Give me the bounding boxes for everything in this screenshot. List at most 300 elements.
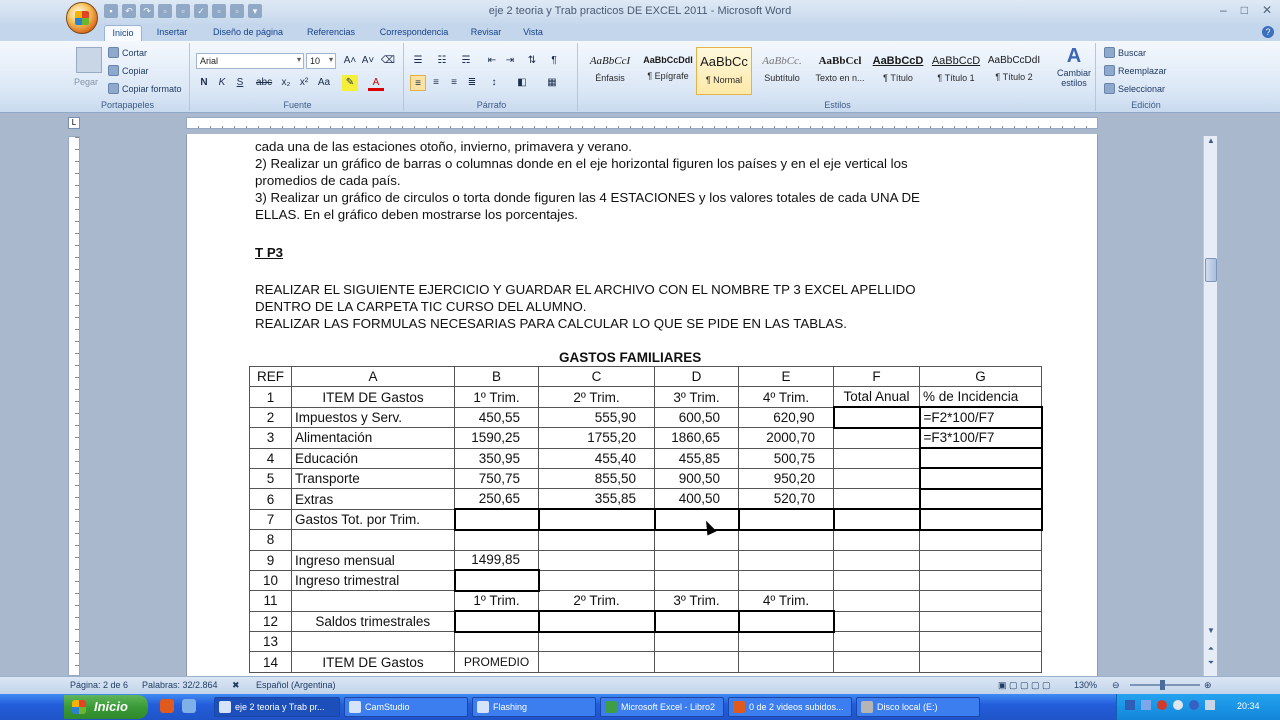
table-row xyxy=(250,407,1042,427)
subscript-icon[interactable]: x₂ xyxy=(281,77,291,88)
expenses-table[interactable] xyxy=(249,366,1043,673)
show-desktop-icon[interactable] xyxy=(182,699,196,713)
save-icon[interactable]: ▪ xyxy=(104,4,118,18)
table-cell[interactable]: 455,85 xyxy=(655,448,739,468)
style-name: Texto en n... xyxy=(815,73,865,83)
table-cell[interactable]: =F3*100/F7 xyxy=(920,428,1042,448)
grow-font-icon[interactable]: A˄ xyxy=(343,55,357,66)
table-title: GASTOS FAMILIARES xyxy=(559,350,702,365)
system-tray xyxy=(1116,694,1280,720)
table-cell[interactable]: 620,90 xyxy=(739,407,834,427)
table-cell[interactable]: 500,75 xyxy=(739,448,834,468)
scroll-thumb[interactable] xyxy=(1205,258,1217,282)
tray-app-icon[interactable] xyxy=(1141,700,1151,710)
doc-line: 3) Realizar un gráfico de circulos o torta donde figuren las 4 ESTACIONES y los valores totales de cada UNA DE xyxy=(255,190,920,205)
align-right-icon[interactable]: ≡ xyxy=(451,77,457,88)
table-cell[interactable]: 6 xyxy=(250,489,292,509)
tab-diseno[interactable]: Diseño de página xyxy=(212,27,284,37)
table-cell[interactable]: Transporte xyxy=(292,468,455,488)
table-cell[interactable] xyxy=(920,611,1042,631)
table-cell[interactable] xyxy=(834,591,920,611)
style-normal[interactable] xyxy=(696,47,752,95)
table-cell[interactable] xyxy=(455,530,539,550)
table-cell[interactable] xyxy=(739,632,834,652)
table-cell[interactable]: % de Incidencia xyxy=(920,387,1042,407)
flashing-icon xyxy=(477,701,489,713)
security-icon[interactable] xyxy=(1157,700,1167,710)
table-cell[interactable] xyxy=(655,550,739,570)
table-cell[interactable] xyxy=(655,509,739,529)
table-cell[interactable] xyxy=(539,570,655,590)
vertical-scrollbar[interactable] xyxy=(1203,136,1217,676)
windows-flag-icon xyxy=(72,700,86,714)
taskbar-item-browser[interactable] xyxy=(728,697,852,717)
firefox-icon[interactable] xyxy=(160,699,174,713)
table-cell[interactable] xyxy=(455,570,539,590)
table-cell[interactable]: 855,50 xyxy=(539,468,655,488)
taskbar-item-word[interactable] xyxy=(214,697,340,717)
table-cell[interactable]: 950,20 xyxy=(739,468,834,488)
style-name: ¶ Epígrafe xyxy=(647,71,689,81)
table-cell[interactable] xyxy=(834,509,920,529)
table-row xyxy=(250,530,1042,550)
table-cell[interactable] xyxy=(834,550,920,570)
zoom-slider[interactable] xyxy=(1130,684,1200,686)
disk-icon xyxy=(861,701,873,713)
title-bar xyxy=(0,0,1280,24)
taskbar-item-label: Microsoft Excel - Libro2 xyxy=(621,702,716,712)
table-cell[interactable]: =F2*100/F7 xyxy=(920,407,1042,427)
table-cell[interactable] xyxy=(292,632,455,652)
find-button[interactable] xyxy=(1104,47,1146,58)
column-header[interactable]: A xyxy=(292,367,455,387)
table-cell[interactable] xyxy=(655,611,739,631)
table-row xyxy=(250,468,1042,488)
table-cell[interactable]: 355,85 xyxy=(539,489,655,509)
table-cell[interactable]: 1755,20 xyxy=(539,428,655,448)
table-cell[interactable]: 3 xyxy=(250,428,292,448)
table-row xyxy=(250,489,1042,509)
table-cell[interactable] xyxy=(455,632,539,652)
table-cell[interactable] xyxy=(539,611,655,631)
group-label-portapapeles: Portapapeles xyxy=(100,100,155,110)
style-titulo-2[interactable] xyxy=(986,47,1042,95)
table-cell[interactable] xyxy=(834,570,920,590)
instruction-line: DENTRO DE LA CARPETA TIC CURSO DEL ALUMNO. xyxy=(255,299,587,314)
clear-format-icon[interactable]: ⌫ xyxy=(380,55,396,66)
group-label-fuente: Fuente xyxy=(283,100,312,110)
zoom-slider-knob[interactable] xyxy=(1160,680,1165,690)
brush-icon xyxy=(108,83,119,94)
table-cell[interactable]: 9 xyxy=(250,550,292,570)
taskbar-item-label: Flashing xyxy=(493,702,528,712)
zoom-in-icon[interactable]: ⊕ xyxy=(1204,680,1212,690)
bluetooth-icon[interactable] xyxy=(1189,700,1199,710)
close-button[interactable]: ✕ xyxy=(1261,3,1272,17)
table-cell[interactable]: ITEM DE Gastos xyxy=(292,652,455,672)
word-count[interactable]: Palabras: 32/2.864 xyxy=(142,680,218,690)
table-header-row xyxy=(250,367,1042,387)
table-cell[interactable]: 600,50 xyxy=(655,407,739,427)
justify-icon[interactable]: ≣ xyxy=(467,77,477,88)
replace-label: Reemplazar xyxy=(1118,65,1167,76)
align-center-icon[interactable]: ≡ xyxy=(433,77,439,88)
instruction-line: REALIZAR LAS FORMULAS NECESARIAS PARA CALCULAR LO QUE SE PIDE EN LAS TABLAS. xyxy=(255,316,847,331)
tab-revisar[interactable]: Revisar xyxy=(470,27,502,37)
table-cell[interactable]: Saldos trimestrales xyxy=(292,611,455,631)
select-button[interactable] xyxy=(1104,83,1165,94)
table-cell[interactable] xyxy=(739,530,834,550)
taskbar-item-label: eje 2 teoria y Trab pr... xyxy=(235,702,325,712)
table-cell[interactable] xyxy=(920,530,1042,550)
style-name: ¶ Título 2 xyxy=(995,72,1033,82)
table-cell[interactable] xyxy=(539,530,655,550)
doc-line: 2) Realizar un gráfico de barras o columnas donde en el eje horizontal figuren los países y en el eje vertical los xyxy=(255,156,908,171)
group-label-edicion: Edición xyxy=(1131,100,1161,110)
table-cell[interactable]: 4º Trim. xyxy=(739,591,834,611)
volume-icon[interactable] xyxy=(1205,700,1215,710)
highlight-icon[interactable]: ✎ xyxy=(342,75,358,91)
browser-icon xyxy=(733,701,745,713)
table-cell[interactable] xyxy=(834,652,920,672)
table-cell[interactable]: Impuestos y Serv. xyxy=(292,407,455,427)
taskbar-item-label: CamStudio xyxy=(365,702,410,712)
table-cell[interactable] xyxy=(920,652,1042,672)
bullets-icon[interactable]: ☰ xyxy=(413,55,423,66)
new-document-icon[interactable]: ▫ xyxy=(212,4,226,18)
group-portapapeles xyxy=(66,43,190,111)
status-bar xyxy=(0,676,1280,694)
table-cell[interactable]: Ingreso trimestral xyxy=(292,570,455,590)
table-cell[interactable]: 250,65 xyxy=(455,489,539,509)
prev-page-icon[interactable]: ⏶ xyxy=(1207,644,1215,653)
next-page-icon[interactable]: ⏷ xyxy=(1207,658,1215,667)
help-icon[interactable]: ? xyxy=(1262,26,1274,38)
taskbar-item-excel[interactable] xyxy=(600,697,724,717)
table-cell[interactable] xyxy=(655,530,739,550)
paste-icon[interactable] xyxy=(76,47,102,73)
table-cell[interactable]: Total Anual xyxy=(834,387,920,407)
style-name: ¶ Normal xyxy=(705,75,743,85)
table-cell[interactable]: 11 xyxy=(250,591,292,611)
taskbar-item-flashing[interactable] xyxy=(472,697,596,717)
document-page[interactable] xyxy=(186,134,1098,676)
style-enfasis[interactable] xyxy=(582,47,638,95)
change-styles-label: Cambiar estilos xyxy=(1056,68,1091,88)
table-cell[interactable] xyxy=(920,550,1042,570)
table-cell[interactable] xyxy=(834,428,920,448)
column-header[interactable]: C xyxy=(539,367,655,387)
scroll-up-icon[interactable]: ▲ xyxy=(1207,136,1215,145)
zoom-out-icon[interactable]: ⊖ xyxy=(1112,680,1120,690)
style-preview: AaBbCc. xyxy=(762,55,802,67)
window-title: eje 2 teoria y Trab practicos DE EXCEL 2011 - Microsoft Word xyxy=(488,5,792,17)
italic-icon[interactable]: K xyxy=(218,77,226,88)
style-texto[interactable] xyxy=(812,47,868,95)
superscript-icon[interactable]: x² xyxy=(299,77,309,88)
sort-icon[interactable]: ⇅ xyxy=(527,55,537,66)
style-preview: AaBbCc xyxy=(700,54,748,69)
table-cell[interactable] xyxy=(834,489,920,509)
table-cell[interactable] xyxy=(455,611,539,631)
table-cell[interactable] xyxy=(834,468,920,488)
table-cell[interactable] xyxy=(655,570,739,590)
column-header[interactable]: REF xyxy=(250,367,292,387)
table-cell[interactable] xyxy=(539,652,655,672)
tab-insertar[interactable]: Insertar xyxy=(156,27,188,37)
ribbon-tabs xyxy=(0,24,1280,41)
table-cell[interactable]: 1º Trim. xyxy=(455,591,539,611)
table-cell[interactable]: 2 xyxy=(250,407,292,427)
table-cell[interactable] xyxy=(834,448,920,468)
select-label: Seleccionar xyxy=(1118,83,1166,94)
taskbar-item-disk[interactable] xyxy=(856,697,980,717)
borders-icon[interactable]: ▦ xyxy=(547,77,557,88)
table-cell[interactable]: Extras xyxy=(292,489,455,509)
table-cell[interactable]: 400,50 xyxy=(655,489,739,509)
style-titulo-1[interactable] xyxy=(928,47,984,95)
table-cell[interactable]: 13 xyxy=(250,632,292,652)
table-cell[interactable] xyxy=(655,632,739,652)
replace-button[interactable] xyxy=(1104,65,1167,76)
tab-inicio[interactable]: Inicio xyxy=(104,25,142,41)
column-header[interactable]: F xyxy=(834,367,920,387)
table-cell[interactable]: 2º Trim. xyxy=(539,591,655,611)
replace-icon xyxy=(1104,65,1115,76)
open-icon[interactable]: ▫ xyxy=(230,4,244,18)
style-name: ¶ Título xyxy=(883,73,913,83)
style-titulo[interactable] xyxy=(870,47,926,95)
table-cell[interactable] xyxy=(739,570,834,590)
update-icon[interactable] xyxy=(1173,700,1183,710)
tab-selector[interactable]: L xyxy=(68,117,80,129)
tab-vista[interactable]: Vista xyxy=(523,27,543,37)
table-cell[interactable]: 1º Trim. xyxy=(455,387,539,407)
view-buttons[interactable]: ▣ ▢ ▢ ▢ ▢ xyxy=(998,680,1051,690)
column-header[interactable]: G xyxy=(920,367,1042,387)
table-cell[interactable] xyxy=(920,632,1042,652)
table-cell[interactable] xyxy=(920,591,1042,611)
group-estilos xyxy=(580,43,1096,111)
preview-icon[interactable]: ▫ xyxy=(176,4,190,18)
doc-line: cada una de las estaciones otoño, invierno, primavera y verano. xyxy=(255,139,632,154)
style-name: ¶ Título 1 xyxy=(937,73,975,83)
column-header[interactable]: B xyxy=(455,367,539,387)
style-preview: AaBbCcI xyxy=(589,55,631,67)
table-cell[interactable]: Alimentación xyxy=(292,428,455,448)
style-epigrafe[interactable] xyxy=(640,47,696,95)
font-size-select[interactable]: 10 ▾ xyxy=(306,53,336,69)
window-controls xyxy=(1220,3,1272,17)
start-label: Inicio xyxy=(94,699,128,714)
table-cell[interactable]: 2000,70 xyxy=(739,428,834,448)
table-cell[interactable]: Ingreso mensual xyxy=(292,550,455,570)
table-cell[interactable] xyxy=(834,530,920,550)
start-button[interactable] xyxy=(64,695,148,719)
shrink-font-icon[interactable]: A˅ xyxy=(361,55,375,66)
table-row xyxy=(250,509,1042,529)
select-icon xyxy=(1104,83,1115,94)
style-subtitulo[interactable] xyxy=(754,47,810,95)
style-name: Subtítulo xyxy=(764,73,800,83)
table-cell[interactable]: 455,40 xyxy=(539,448,655,468)
table-row xyxy=(250,652,1042,672)
change-styles-button[interactable] xyxy=(1054,45,1094,88)
table-cell[interactable] xyxy=(292,530,455,550)
group-label-estilos: Estilos xyxy=(824,100,851,110)
table-cell[interactable]: 12 xyxy=(250,611,292,631)
cut-label: Cortar xyxy=(122,47,148,58)
shading-icon[interactable]: ◧ xyxy=(517,77,527,88)
cut-button[interactable] xyxy=(108,47,147,58)
table-row xyxy=(250,550,1042,570)
undo-icon[interactable]: ↶ xyxy=(122,4,136,18)
line-spacing-icon[interactable]: ↕ xyxy=(491,77,497,88)
horizontal-ruler[interactable] xyxy=(186,117,1098,129)
format-painter-button[interactable] xyxy=(108,83,182,94)
excel-icon xyxy=(605,701,617,713)
table-cell[interactable]: 3º Trim. xyxy=(655,387,739,407)
table-cell[interactable] xyxy=(834,407,920,427)
table-cell[interactable] xyxy=(539,550,655,570)
table-cell[interactable] xyxy=(920,468,1042,488)
multilevel-icon[interactable]: ☴ xyxy=(461,55,471,66)
copy-icon xyxy=(108,65,119,76)
table-cell[interactable] xyxy=(739,509,834,529)
paste-button[interactable]: Pegar xyxy=(74,77,99,87)
underline-icon[interactable]: S xyxy=(236,77,244,88)
table-cell[interactable]: 520,70 xyxy=(739,489,834,509)
table-cell[interactable]: 750,75 xyxy=(455,468,539,488)
office-button[interactable] xyxy=(66,2,98,34)
table-row xyxy=(250,611,1042,631)
customize-qat-icon[interactable]: ▾ xyxy=(248,4,262,18)
column-header[interactable]: E xyxy=(739,367,834,387)
table-cell[interactable] xyxy=(539,632,655,652)
table-cell[interactable] xyxy=(292,591,455,611)
table-cell[interactable]: 14 xyxy=(250,652,292,672)
maximize-button[interactable]: □ xyxy=(1240,3,1248,17)
table-cell[interactable] xyxy=(539,509,655,529)
doc-line: ELLAS. En el gráfico deben mostrarse los porcentajes. xyxy=(255,207,578,222)
taskbar-item-label: Disco local (E:) xyxy=(877,702,938,712)
network-icon[interactable] xyxy=(1125,700,1135,710)
vertical-ruler[interactable] xyxy=(68,136,80,676)
word-icon xyxy=(219,701,231,713)
zoom-level[interactable]: 130% xyxy=(1074,680,1098,690)
bold-icon[interactable]: N xyxy=(200,77,208,88)
style-preview: AaBbCcDdI xyxy=(987,55,1041,66)
table-cell[interactable]: 350,95 xyxy=(455,448,539,468)
table-cell[interactable]: Gastos Tot. por Trim. xyxy=(292,509,455,529)
font-color-icon[interactable]: A xyxy=(368,75,384,91)
table-cell[interactable]: 4 xyxy=(250,448,292,468)
table-cell[interactable]: 2º Trim. xyxy=(539,387,655,407)
taskbar-item-camstudio[interactable] xyxy=(344,697,468,717)
taskbar xyxy=(0,694,1280,720)
table-row xyxy=(250,591,1042,611)
show-marks-icon[interactable]: ¶ xyxy=(551,55,557,66)
change-styles-icon: A xyxy=(1066,45,1082,67)
office-logo-icon xyxy=(75,11,89,25)
align-left-icon[interactable]: ≡ xyxy=(410,75,426,91)
increase-indent-icon[interactable]: ⇥ xyxy=(505,55,515,66)
table-row xyxy=(250,448,1042,468)
table-cell[interactable] xyxy=(920,448,1042,468)
change-case-icon[interactable]: Aa xyxy=(317,77,331,88)
copy-label: Copiar xyxy=(122,65,149,76)
table-cell[interactable] xyxy=(655,652,739,672)
table-cell[interactable]: 7 xyxy=(250,509,292,529)
table-cell[interactable]: 3º Trim. xyxy=(655,591,739,611)
tab-correspondencia[interactable]: Correspondencia xyxy=(379,27,449,37)
format-painter-label: Copiar formato xyxy=(122,83,182,94)
camstudio-icon xyxy=(349,701,361,713)
numbering-icon[interactable]: ☷ xyxy=(437,55,447,66)
table-cell[interactable] xyxy=(455,509,539,529)
table-cell[interactable] xyxy=(920,489,1042,509)
table-cell[interactable] xyxy=(834,611,920,631)
table-cell[interactable] xyxy=(739,652,834,672)
table-cell[interactable]: PROMEDIO xyxy=(455,652,539,672)
decrease-indent-icon[interactable]: ⇤ xyxy=(487,55,497,66)
table-row xyxy=(250,570,1042,590)
table-cell[interactable] xyxy=(834,632,920,652)
page-indicator[interactable]: Página: 2 de 6 xyxy=(70,680,129,690)
group-label-parrafo: Párrafo xyxy=(476,100,507,110)
table-cell[interactable]: 8 xyxy=(250,530,292,550)
style-preview: AaBbCcD xyxy=(872,55,924,67)
table-cell[interactable] xyxy=(920,509,1042,529)
minimize-button[interactable]: – xyxy=(1220,3,1227,17)
table-cell[interactable] xyxy=(739,550,834,570)
table-row xyxy=(250,632,1042,652)
table-cell[interactable]: 1499,85 xyxy=(455,550,539,570)
clock[interactable]: 20:34 xyxy=(1237,701,1260,711)
column-header[interactable]: D xyxy=(655,367,739,387)
table-cell[interactable]: 1860,65 xyxy=(655,428,739,448)
style-name: Énfasis xyxy=(595,73,625,83)
style-preview: AaBbCcl xyxy=(818,55,862,67)
table-cell[interactable] xyxy=(739,611,834,631)
font-name-select[interactable]: Arial ▾ xyxy=(196,53,304,69)
language-indicator[interactable]: Español (Argentina) xyxy=(256,680,336,690)
spelling-icon[interactable]: ✓ xyxy=(194,4,208,18)
strikethrough-icon[interactable]: abc xyxy=(256,77,273,88)
redo-icon[interactable]: ↷ xyxy=(140,4,154,18)
table-cell[interactable]: Educación xyxy=(292,448,455,468)
table-cell[interactable]: 555,90 xyxy=(539,407,655,427)
print-icon[interactable]: ▫ xyxy=(158,4,172,18)
ruler-area xyxy=(0,113,1280,133)
table-cell[interactable]: 1590,25 xyxy=(455,428,539,448)
table-cell[interactable]: 4º Trim. xyxy=(739,387,834,407)
instruction-line: REALIZAR EL SIGUIENTE EJERCICIO Y GUARDAR EL ARCHIVO CON EL NOMBRE TP 3 EXCEL APELLIDO xyxy=(255,282,916,297)
table-cell[interactable]: 450,55 xyxy=(455,407,539,427)
table-cell[interactable]: 1 xyxy=(250,387,292,407)
table-cell[interactable] xyxy=(920,570,1042,590)
taskbar-item-label: 0 de 2 videos subidos... xyxy=(749,702,844,712)
table-cell[interactable]: 900,50 xyxy=(655,468,739,488)
table-cell[interactable]: 10 xyxy=(250,570,292,590)
table-cell[interactable]: 5 xyxy=(250,468,292,488)
table-cell[interactable]: ITEM DE Gastos xyxy=(292,387,455,407)
spellcheck-icon[interactable]: ✖ xyxy=(232,680,240,690)
copy-button[interactable] xyxy=(108,65,149,76)
tab-referencias[interactable]: Referencias xyxy=(306,27,356,37)
scroll-down-icon[interactable]: ▼ xyxy=(1207,626,1215,635)
style-preview: AaBbCcD xyxy=(931,55,981,67)
